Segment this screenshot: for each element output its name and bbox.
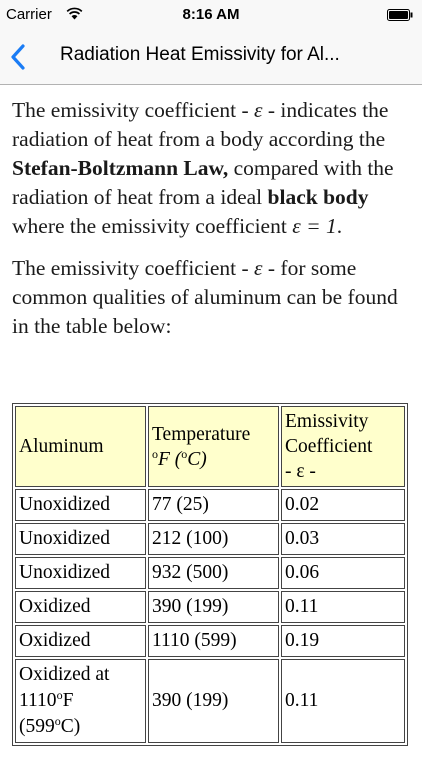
degree-mark: o — [56, 688, 63, 702]
text: . — [336, 214, 343, 238]
text: where the emissivity coefficient — [12, 214, 293, 238]
emissivity-table — [12, 403, 408, 746]
chevron-left-icon — [4, 40, 38, 74]
cell-aluminum-temp-c: (599 — [19, 716, 55, 737]
header-emissivity — [281, 406, 405, 487]
cell-coefficient: 0.02 — [281, 489, 405, 521]
cell-aluminum-temp-f: 1110 — [19, 690, 57, 711]
header-emissivity-line1: Emissivity — [285, 411, 369, 432]
cell-aluminum: Oxidized — [15, 591, 146, 623]
text: - indicates the radiation of heat from a body according the — [12, 98, 389, 151]
degree-mark: o — [54, 714, 61, 728]
cell-temperature: 932 (500) — [148, 557, 279, 589]
cell-coefficient: 0.11 — [281, 659, 405, 743]
text: The emissivity coefficient - — [12, 256, 255, 280]
back-button[interactable] — [4, 40, 38, 74]
header-temperature-label: Temperature — [152, 423, 251, 445]
header-emissivity-symbol: - ε - — [285, 461, 316, 482]
unit-fahrenheit: F ( — [158, 448, 182, 470]
degree-mark: o — [152, 446, 158, 461]
table-row — [15, 625, 405, 657]
cell-temperature: 212 (100) — [148, 523, 279, 555]
cell-aluminum: Unoxidized — [15, 557, 146, 589]
table-row — [15, 557, 405, 589]
unit-celsius: C) — [187, 448, 207, 470]
degree-mark: o — [181, 446, 188, 461]
status-bar — [0, 0, 422, 30]
battery-icon — [387, 9, 413, 21]
unit-fahrenheit: F — [62, 690, 74, 711]
cell-aluminum: Unoxidized — [15, 523, 146, 555]
unit-celsius: C) — [60, 716, 81, 737]
cell-aluminum — [15, 659, 146, 743]
clock: 8:16 AM — [182, 6, 240, 23]
carrier-label: Carrier — [6, 6, 52, 23]
table-header-row — [15, 406, 405, 487]
table-row — [15, 591, 405, 623]
cell-aluminum: Oxidized — [15, 625, 146, 657]
cell-temperature: 77 (25) — [148, 489, 279, 521]
cell-temperature: 1110 (599) — [148, 625, 279, 657]
intro-paragraph — [12, 96, 412, 241]
epsilon-symbol: ε — [254, 256, 263, 280]
header-temperature — [148, 406, 279, 487]
table-row — [15, 659, 405, 743]
emissivity-table-container — [12, 403, 408, 763]
cell-temperature: 390 (199) — [148, 659, 279, 743]
emissivity-formula: ε = 1 — [292, 214, 337, 238]
text: compared with the radiation of heat from a ideal — [12, 156, 394, 209]
cell-aluminum-line1: Oxidized at — [19, 664, 110, 685]
table-row — [15, 489, 405, 521]
text: - for some common qualities of aluminum can be found in the table below: — [12, 256, 398, 338]
cell-temperature: 390 (199) — [148, 591, 279, 623]
text: The emissivity coefficient - — [12, 98, 255, 122]
black-body-term: black body — [267, 185, 369, 209]
epsilon-symbol: ε — [254, 98, 263, 122]
cell-aluminum: Unoxidized — [15, 489, 146, 521]
article-body — [12, 96, 412, 354]
navigation-bar — [0, 30, 422, 85]
header-emissivity-line2: Coefficient — [285, 436, 373, 457]
header-aluminum: Aluminum — [15, 406, 146, 487]
stefan-boltzmann-law: Stefan-Boltzmann Law, — [12, 156, 229, 180]
table-row — [15, 523, 405, 555]
cell-coefficient: 0.03 — [281, 523, 405, 555]
cell-coefficient: 0.19 — [281, 625, 405, 657]
cell-coefficient: 0.11 — [281, 591, 405, 623]
cell-coefficient: 0.06 — [281, 557, 405, 589]
table-intro-paragraph — [12, 254, 412, 341]
page-title: Radiation Heat Emissivity for Al... — [60, 44, 340, 65]
